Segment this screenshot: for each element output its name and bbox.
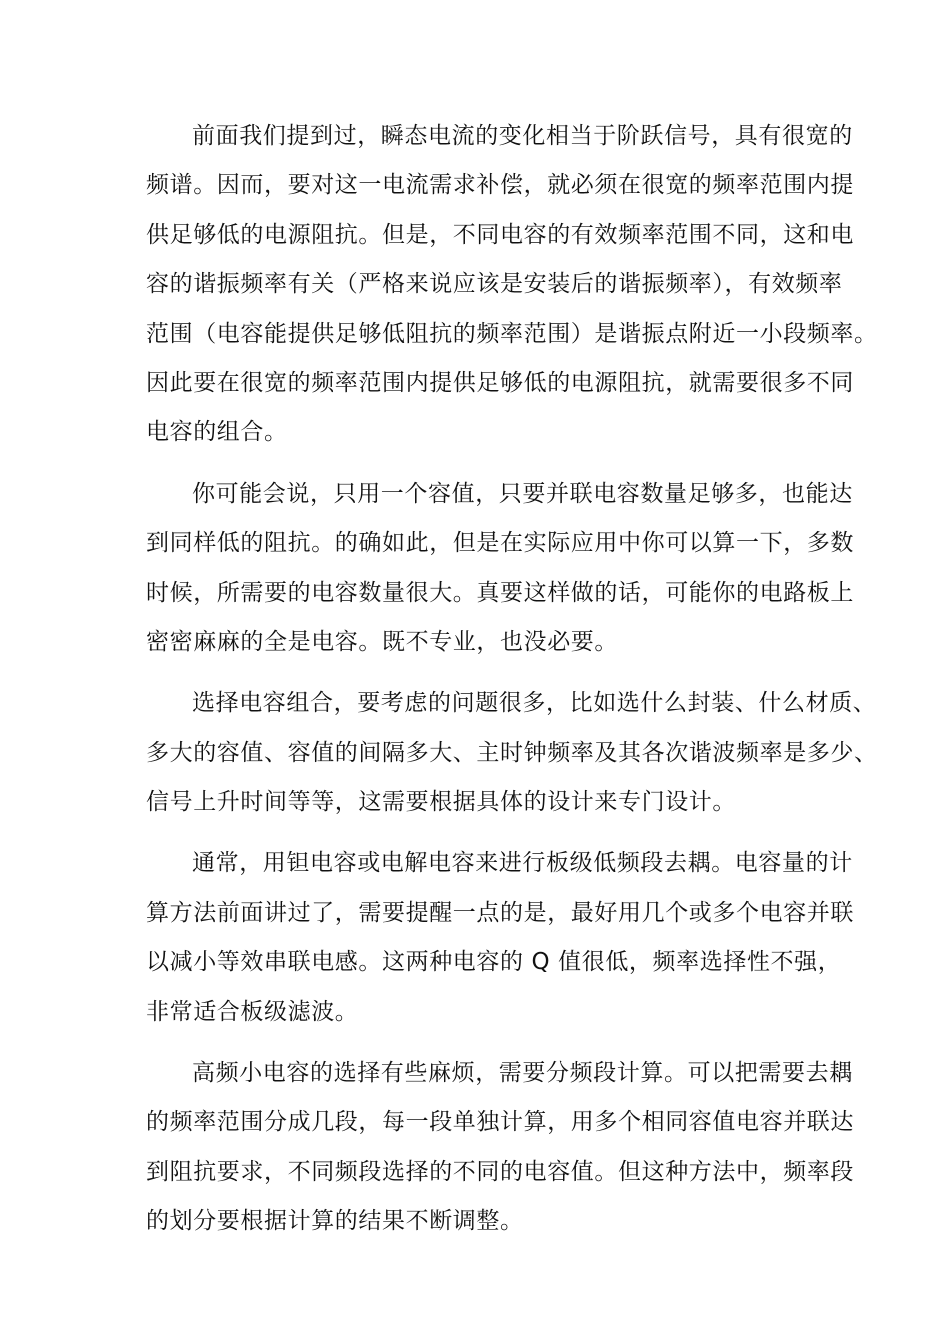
text-line: 电容的组合。 (146, 419, 288, 446)
paragraph (146, 112, 878, 458)
text-line: 到同样低的阻抗。的确如此，但是在实际应用中你可以算一下，多数 (146, 530, 854, 557)
text-line: 前面我们提到过，瞬态电流的变化相当于阶跃信号，具有很宽的 (192, 123, 853, 149)
text-line: 的划分要根据计算的结果不断调整。 (146, 1208, 524, 1235)
text-line: 范围（电容能提供足够低阻抗的频率范围）是谐振点附近一小段频率。 (146, 320, 878, 347)
text-line: 因此要在很宽的频率范围内提供足够低的电源阻抗，就需要很多不同 (146, 369, 854, 396)
document-body (146, 112, 878, 1259)
text-line: 高频小电容的选择有些麻烦，需要分频段计算。可以把需要去耦 (192, 1060, 853, 1087)
text-line: 的频率范围分成几段，每一段单独计算，用多个相同容值电容并联达 (146, 1109, 854, 1136)
text-line: 多大的容值、容值的间隔多大、主时钟频率及其各次谐波频率是多少、 (146, 739, 878, 766)
text-line: 频谱。因而，要对这一电流需求补偿，就必须在很宽的频率范围内提 (146, 172, 854, 199)
text-line: 供足够低的电源阻抗。但是，不同电容的有效频率范围不同，这和电 (146, 221, 854, 248)
text-line: 密密麻麻的全是电容。既不专业，也没必要。 (146, 628, 618, 655)
text-line: 算方法前面讲过了，需要提醒一点的是，最好用几个或多个电容并联 (146, 899, 854, 926)
text-line: 选择电容组合，要考虑的问题很多，比如选什么封装、什么材质、 (192, 690, 877, 717)
text-line: 非常适合板级滤波。 (146, 998, 359, 1025)
paragraph (146, 679, 878, 827)
text-line: 信号上升时间等等，这需要根据具体的设计来专门设计。 (146, 789, 736, 816)
text-line: 容的谐振频率有关（严格来说应该是安装后的谐振频率），有效频率 (146, 271, 843, 298)
paragraph (146, 1049, 854, 1247)
paragraph (146, 470, 854, 668)
text-line: 时候，所需要的电容数量很大。真要这样做的话，可能你的电路板上 (146, 579, 854, 606)
text-line: 你可能会说，只用一个容值，只要并联电容数量足够多，也能达 (192, 480, 853, 507)
text-line: 以减小等效串联电感。这两种电容的 Q 值很低，频率选择性不强， (146, 949, 842, 976)
paragraph (146, 839, 854, 1037)
text-line: 到阻抗要求，不同频段选择的不同的电容值。但这种方法中，频率段 (146, 1158, 854, 1185)
text-line: 通常，用钽电容或电解电容来进行板级低频段去耦。电容量的计 (192, 850, 853, 877)
